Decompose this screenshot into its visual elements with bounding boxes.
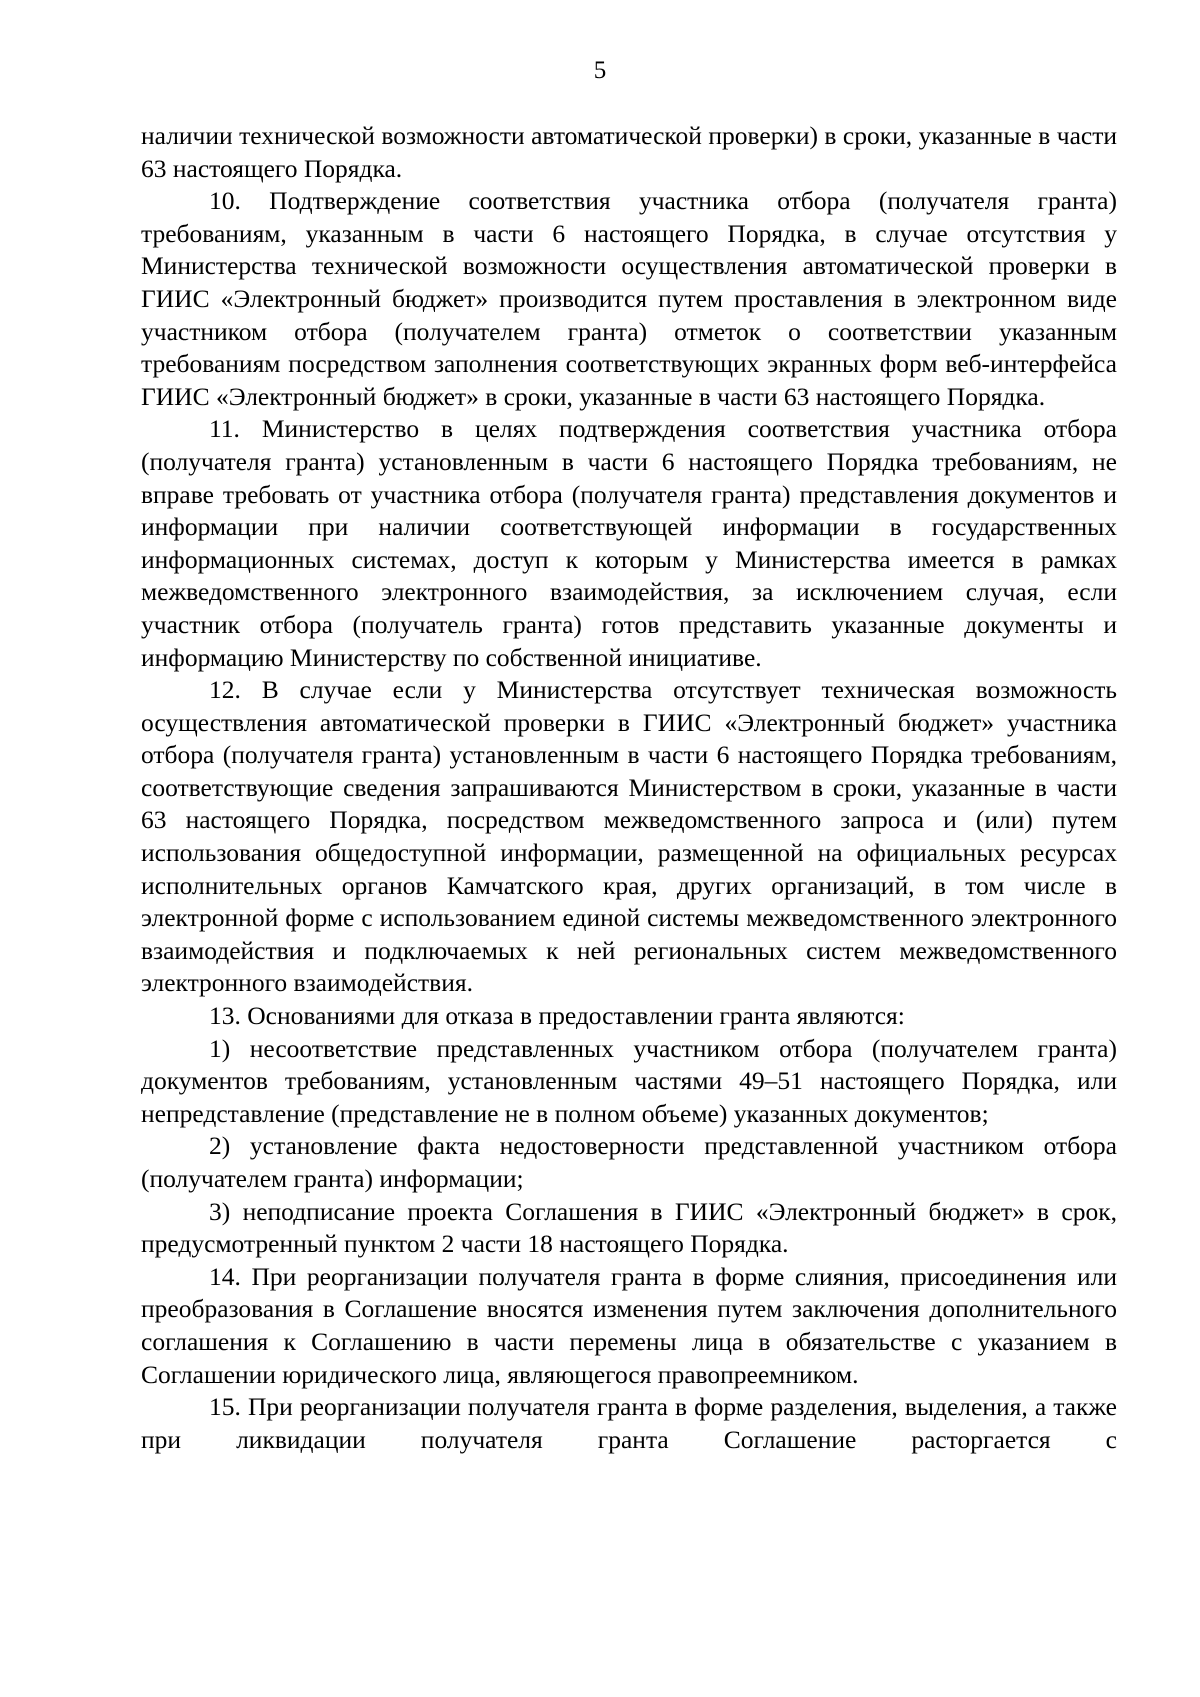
paragraph-13-item-1: 1) несоответствие представленных участником отбора (получателем гранта) документов требованиям, установленным частями 49–51 настоящего Порядка, или непредставление (представление не в полном объеме) указанных документов; (141, 1033, 1117, 1128)
paragraph-11: 11. Министерство в целях подтверждения соответствия участника отбора (получателя гранта) установленным в части 6 настоящего Порядка требованиям, не вправе требовать от участника отбора (получателя гранта) представления документов и информации при наличии соответствующей информации в государственных информационных системах, доступ к которым у Министерства имеется в рамках межведомственного электронного взаимодействия, за исключением случая, если участник отбора (получатель гранта) готов представить указанные документы и информацию Министерству по собственной инициативе. (141, 414, 1117, 672)
paragraph-10: 10. Подтверждение соответствия участника отбора (получателя гранта) требованиям, указанным в части 6 настоящего Порядка, в случае отсутствия у Министерства технической возможности осуществления автоматической проверки в ГИИС «Электронный бюджет» производится путем проставления в электронном виде участником отбора (получателем гранта) отметок о соответствии указанным требованиям посредством заполнения соответствующих экранных форм веб-интерфейса ГИИС «Электронный бюджет» в сроки, указанные в части 63 настоящего Порядка. (141, 186, 1117, 411)
page-number: 5 (593, 57, 607, 84)
paragraph-13: 13. Основаниями для отказа в предоставлении гранта являются: (209, 1001, 905, 1031)
paragraph-12: 12. В случае если у Министерства отсутствует техническая возможность осуществления автоматической проверки в ГИИС «Электронный бюджет» участника отбора (получателя гранта) установленным в части 6 настоящего Порядка требованиям, соответствующие сведения запрашиваются Министерством в сроки, указанные в части 63 настоящего Порядка, посредством межведомственного запроса и (или) путем использования общедоступной информации, размещенной на официальных ресурсах исполнительных органов Камчатского края, других организаций, в том числе в электронной форме с использованием единой системы межведомственного электронного взаимодействия и подключаемых к ней региональных систем межведомственного электронного взаимодействия. (141, 675, 1117, 998)
paragraph-15: 15. При реорганизации получателя гранта в форме разделения, выделения, а также при ликвидации получателя гранта Соглашение расторгается с (141, 1392, 1117, 1454)
paragraph-14: 14. При реорганизации получателя гранта в форме слияния, присоединения или преобразования в Соглашение вносятся изменения путем заключения дополнительного соглашения к Соглашению в части перемены лица в обязательстве с указанием в Соглашении юридического лица, являющегося правопреемником. (141, 1261, 1117, 1389)
paragraph-13-item-3: 3) неподписание проекта Соглашения в ГИИС «Электронный бюджет» в срок, предусмотренный пунктом 2 части 18 настоящего Порядка. (141, 1196, 1117, 1259)
paragraph-13-item-2: 2) установление факта недостоверности представленной участником отбора (получателем гранта) информации; (141, 1131, 1117, 1193)
paragraph-continuation: наличии технической возможности автоматической проверки) в сроки, указанные в части 63 настоящего Порядка. (141, 121, 1117, 183)
document-body (141, 120, 1117, 1456)
